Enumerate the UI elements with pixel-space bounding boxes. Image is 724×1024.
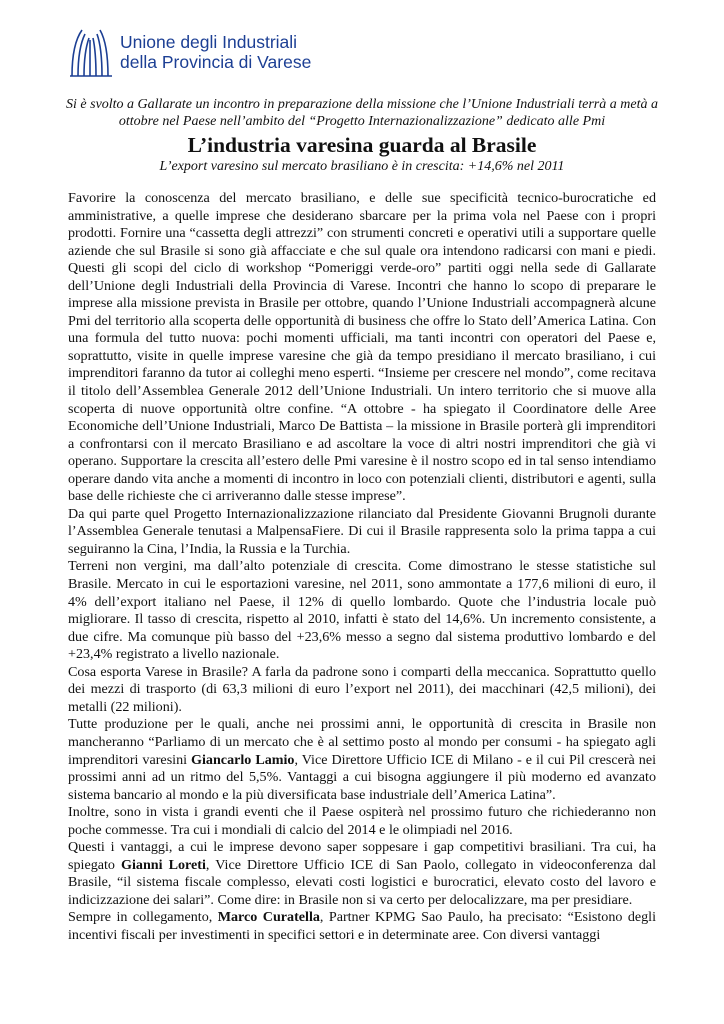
paragraph-3: Terreni non vergini, ma dall’alto potenziale di crescita. Come dimostrano le stesse statistiche sul Brasile. Mercato in cui le esportazioni varesine, nel 2011, sono ammontate a 177,6 milioni di euro, il 4% dell’export italiano nel Paese, il 12% di quello lombardo. Quote che l’industria locale può migliorare. Il tasso di crescita, rispetto al 2010, infatti è stato del 14,6%. Un incremento consistente, a due cifre. Ma comunque più basso del +23,6% messo a segno dal sistema produttivo lombardo e del +23,4% registrato a livello nazionale. bbox=[68, 558, 656, 663]
article-intro: Si è svolto a Gallarate un incontro in preparazione della missione che l’Unione Industriali terrà a metà a ottobre nel Paese nell’ambito del “Progetto Internazionalizzazione” dedicato alle Pmi bbox=[66, 97, 658, 129]
person-name-loreti: Gianni Loreti bbox=[121, 856, 206, 873]
organization-name-line2: della Provincia di Varese bbox=[120, 52, 312, 72]
paragraph-5-text-b: , Vice Direttore Ufficio ICE di Milano - e il cui Pil crescerà nei prossimi anni ad un ritmo del 5,5%. Vantaggi a cui bisogna aggiungere il più moderno ed avanzato sistema bancario al mondo e la più diversificata base industriale dell’America Latina”. bbox=[68, 751, 656, 803]
article-title: L’industria varesina guarda al Brasile bbox=[187, 133, 537, 157]
person-name-lamio: Giancarlo Lamio bbox=[191, 751, 295, 768]
paragraph-6: Inoltre, sono in vista i grandi eventi che il Paese ospiterà nel prossimo futuro che richiederanno non poche commesse. Tra cui i mondiali di calcio del 2014 e le olimpiadi nel 2016. bbox=[68, 804, 656, 838]
paragraph-8 bbox=[68, 909, 656, 944]
paragraph-1: Favorire la conoscenza del mercato brasiliano, e delle sue specificità tecnico-burocratiche ed amministrative, a quelle imprese che desiderano sbarcare per la prima vola nel Paese con i propri prodotti. Fornire una “cassetta degli attrezzi” con strumenti concreti e operativi utili a supportare quelle aziende che sul Brasile si sono già affacciate e che sul quale ora intendono radicarsi con mani e piedi. Questi gli scopi del ciclo di workshop “Pomeriggi verde-oro” partiti oggi nella sede di Gallarate dell’Unione degli Industriali della Provincia di Varese. Incontri che hanno lo scopo di preparare le imprese alla missione prevista in Brasile per ottobre, quando l’Unione Industriali accompagnerà alcune Pmi del territorio alla scoperta delle opportunità di business che offre lo Stato dell’America Latina. Con una formula del tutto nuova: pochi momenti ufficiali, ma tanti incontri con operatori del Paese e, soprattutto, visite in quelle imprese varesine che già da tempo presidiano il mercato brasiliano, i cui imprenditori faranno da tutor ai colleghi meno esperti. “Insieme per crescere nel mondo”, come recitava il titolo dell’Assemblea Generale 2012 dell’Unione Industriali. Un intero territorio che si muove alla scoperta di nuove opportunità oltre confine. “A ottobre - ha spiegato il Coordinatore delle Aree Economiche dell’Unione Industriali, Marco De Battista – la missione in Brasile porterà gli imprenditori a confrontarsi con il mercato Brasiliano e ad ascoltare la voce di altri nostri imprenditori che già vi operano. Supportare la crescita all’estero delle Pmi varesine è il nostro scopo ed in tal senso intendiamo operare dando vita anche a momenti di incontro in loco con potenziali clienti, distributori e agenti, sulla base delle richieste che ci arriveranno dalle stesse imprese”. bbox=[68, 190, 656, 505]
organization-name bbox=[120, 32, 311, 72]
paragraph-7-text-a: Questi i vantaggi, a cui le imprese devono saper soppesare i gap competitivi brasiliani. Tra cui, ha spiegato bbox=[68, 839, 656, 873]
article-subtitle: L’export varesino sul mercato brasiliano è in crescita: +14,6% nel 2011 bbox=[159, 159, 565, 174]
organization-logo-icon bbox=[68, 26, 114, 78]
paragraph-5-text-a: Tutte produzione per le quali, anche nei prossimi anni, le opportunità di crescita in Brasile non mancheranno “Parliamo di un mercato che è al settimo posto al mondo per consumi - ha spiegato agli imprenditori varesini bbox=[68, 716, 656, 768]
organization-name-line1: Unione degli Industriali bbox=[120, 32, 298, 52]
person-name-curatella: Marco Curatella bbox=[217, 909, 320, 926]
paragraph-5 bbox=[68, 716, 656, 804]
paragraph-8-text-a: Sempre in collegamento, bbox=[68, 909, 218, 926]
paragraph-2: Da qui parte quel Progetto Internazionalizzazione rilanciato dal Presidente Giovanni Brugnoli durante l’Assemblea Generale tenutasi a MalpensaFiere. Di cui il Brasile rappresenta solo la prima tappa a cui seguiranno la Cina, l’India, la Russia e la Turchia. bbox=[68, 505, 656, 557]
paragraph-7-text-b: , Vice Direttore Ufficio ICE di San Paolo, collegato in videoconferenza dal Brasile, “il sistema fiscale complesso, elevati costi logistici e burocratici, elevato costo del lavoro e indicizzazione dei salari”. Come dire: in Brasile non si va certo per delocalizzare, ma per presidiare. bbox=[68, 856, 657, 908]
paragraph-7 bbox=[68, 839, 656, 909]
article-body bbox=[68, 190, 656, 945]
paragraph-4: Cosa esporta Varese in Brasile? A farla da padrone sono i comparti della meccanica. Soprattutto quello dei mezzi di trasporto (di 63,3 milioni di euro l’export nel 2011), dei macchinari (42,5 milioni), dei metalli (22 milioni). bbox=[68, 663, 656, 715]
letterhead bbox=[68, 26, 311, 78]
paragraph-8-text-b: , Partner KPMG Sao Paulo, ha precisato: “Esistono degli incentivi fiscali per investimenti in specifici settori e in determinate aree. Con diversi vantaggi bbox=[68, 909, 657, 943]
